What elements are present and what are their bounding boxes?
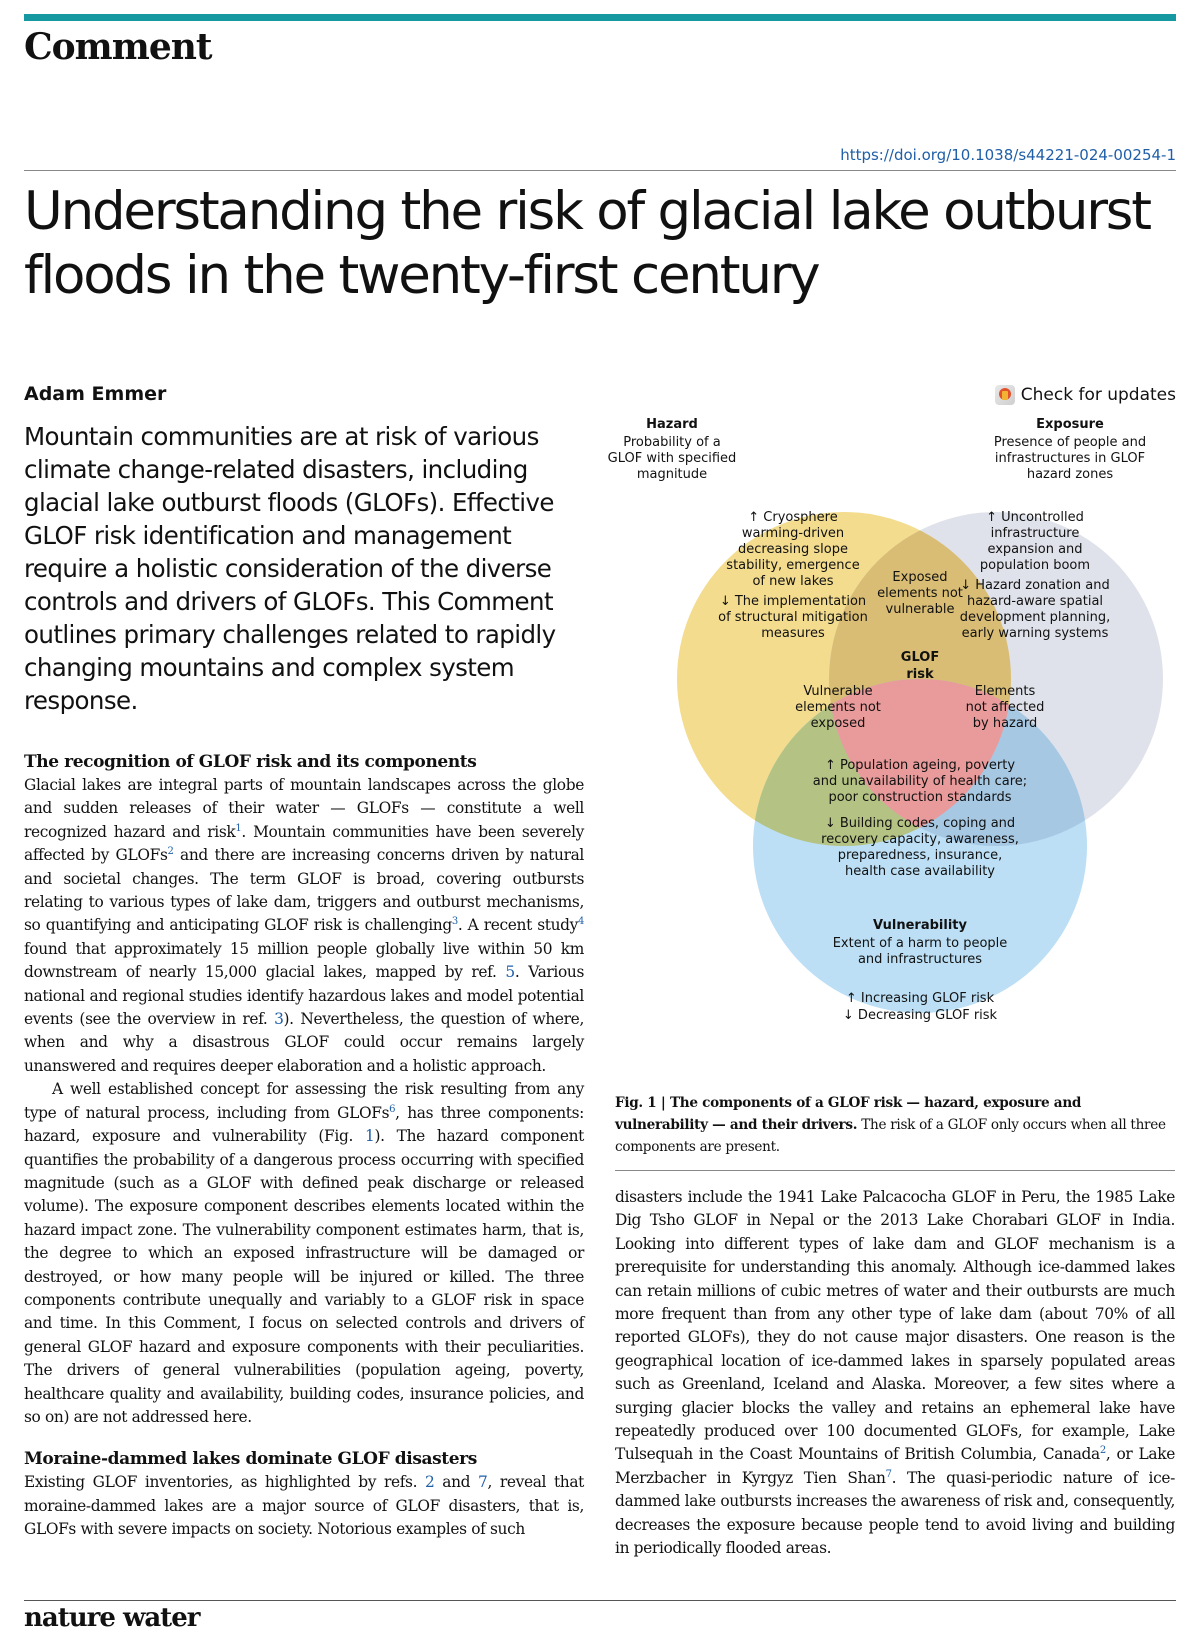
doi-divider xyxy=(24,170,1176,171)
ref-link[interactable]: 3 xyxy=(451,916,458,928)
figure-link[interactable]: 1 xyxy=(365,1127,375,1146)
caption-text: The risk of a GLOF only occurs when all three components are present. xyxy=(615,1117,1166,1155)
ev-overlap-2: not affected xyxy=(965,700,1045,715)
exposure-driver-7: development planning, xyxy=(959,610,1111,625)
section-heading-recognition: The recognition of GLOF risk and its components xyxy=(24,752,477,772)
ev-overlap-1: Elements xyxy=(974,684,1036,699)
ref-link[interactable]: 1 xyxy=(235,822,242,834)
section-label: Comment xyxy=(24,26,212,68)
check-for-updates-button[interactable] xyxy=(995,385,1176,405)
exposure-driver-6: hazard-aware spatial xyxy=(966,594,1104,609)
hazard-driver-8: measures xyxy=(761,626,825,641)
exposure-desc-3: hazard zones xyxy=(1026,467,1114,482)
vulnerability-desc-2: and infrastructures xyxy=(857,952,983,967)
he-overlap-2: elements not xyxy=(877,586,963,601)
paragraph-1: Glacial lakes are integral parts of mountain landscapes across the globe and sudden releases of their water — GLOFs — constitute a well recognized hazard and risk$^1$. Mountain communities have been severely affected by GLOFs$^2$ and there are increasing concerns driven by natural and societal changes. The term GLOF is broad, covering outbursts relating to various types of lake dam, triggers and outburst mechanisms, so quantifying and anticipating GLOF risk is challenging$^3$. A recent study$^4$ found that approximately 15 million people globally live within 50 km downstream of nearly 15,000 glacial lakes, mapped by ref. 5. Various national and regional studies identify hazardous lakes and model potential events (see the overview in ref. 3). Nevertheless, the question of where, when and why a disastrous GLOF could occur remains largely unanswered and requires deeper elaboration and a holistic approach. xyxy=(24,776,585,1075)
doi-link[interactable]: https://doi.org/10.1038/s44221-024-00254-1 xyxy=(840,146,1176,164)
top-accent-bar xyxy=(24,14,1176,21)
ref-link[interactable]: 3 xyxy=(274,1010,284,1029)
caption-label: Fig. 1 | The components of a GLOF risk — hazard, exposure and vulnerability — and their drivers. xyxy=(615,1095,1082,1133)
paragraph-4: disasters include the 1941 Lake Palcacocha GLOF in Peru, the 1985 Lake Dig Tsho GLOF in Nepal or the 2013 Lake Chorabari GLOF in India. Looking into different types of lake dam and GLOF mechanism is a prerequisite for understanding this anomaly. Although ice-dammed lakes can retain millions of cubic metres of water and their outbursts are much more frequent than from any other type of lake dam (about 70% of all reported GLOFs), they do not cause major disasters. One reason is the geographical location of ice-dammed lakes in sparsely populated areas such as Greenland, Iceland and Alaska. Moreover, a few sites where a surging glacier blocks the valley and retains an ephemeral lake have repeatedly produced over 100 documented GLOFs, for example, Lake Tulsequah in the Coast Mountains of British Columbia, Canada$^2$, or Lake Merzbacher in Kyrgyz Tien Shan$^7$. The quasi-periodic nature of ice-dammed lake outbursts increases the awareness of risk and, consequently, decreases the exposure because people tend to avoid living and building in periodically flooded areas. xyxy=(615,1188,1176,1558)
standfirst: Mountain communities are at risk of various climate change-related disasters, including glacial lake outburst floods (GLOFs). Effective GLOF risk identification and management require a holistic consideration of the diverse controls and drivers of GLOFs. This Comment outlines primary challenges related to rapidly changing mountains and complex system response. xyxy=(24,422,556,715)
legend-decrease: ↓ Decreasing GLOF risk xyxy=(842,1008,998,1023)
exposure-desc-1: Presence of people and xyxy=(993,435,1147,450)
article-title: Understanding the risk of glacial lake outburst floods in the twenty-first century xyxy=(24,181,1150,306)
hazard-driver-6: ↓ The implementation xyxy=(719,594,867,609)
hv-overlap-3: exposed xyxy=(810,716,866,731)
exposure-driver-1: ↑ Uncontrolled xyxy=(986,510,1084,525)
he-overlap-3: vulnerable xyxy=(885,602,955,617)
hazard-desc-3: magnitude xyxy=(636,467,708,482)
ref-link[interactable]: 2 xyxy=(1099,1445,1106,1457)
ref-link[interactable]: 7 xyxy=(885,1468,892,1480)
ref-link[interactable]: 2 xyxy=(167,846,174,858)
paragraph-2: A well established concept for assessing the risk resulting from any type of natural process, including from GLOFs$^6$, has three components: hazard, exposure and vulnerability (Fig. 1). The hazard component quantifies the probability of a dangerous process occurring with specified magnitude (such as a GLOF with defined peak discharge or released volume). The exposure component describes elements located within the hazard impact zone. The vulnerability component estimates harm, that is, the degree to which an exposed infrastructure will be damaged or destroyed, or how many people will be injured or killed. The three components contribute unequally and variably to a GLOF risk in space and time. In this Comment, I focus on selected controls and drivers of general GLOF hazard and exposure components with their peculiarities. The drivers of general vulnerabilities (population ageing, poverty, healthcare quality and availability, building codes, insurance policies, and so on) are not addressed here. xyxy=(24,1080,585,1426)
legend-increase: ↑ Increasing GLOF risk xyxy=(845,991,995,1006)
hazard-desc-1: Probability of a xyxy=(623,435,721,450)
paragraph-3: Existing GLOF inventories, as highlighted by refs. 2 and 7, reveal that moraine-dammed lakes are a major source of GLOF disasters, that is, GLOFs with severe impacts on society. Notorious examples of such xyxy=(24,1473,585,1539)
figure-1 xyxy=(600,418,1176,1078)
exposure-desc-2: infrastructures in GLOF xyxy=(994,451,1146,466)
ref-link[interactable]: 6 xyxy=(389,1103,396,1115)
journal-logo: nature water xyxy=(24,1603,200,1633)
exposure-driver-8: early warning systems xyxy=(961,626,1109,641)
he-overlap-1: Exposed xyxy=(892,570,948,585)
ev-overlap-3: by hazard xyxy=(972,716,1038,731)
ref-link[interactable]: 5 xyxy=(505,963,515,982)
body-column-2 xyxy=(615,1186,1175,1561)
crossmark-icon xyxy=(995,385,1015,405)
vulnerability-driver-2: and unavailability of health care; xyxy=(812,774,1028,789)
vulnerability-driver-4: ↓ Building codes, coping and xyxy=(824,816,1016,831)
check-for-updates-label: Check for updates xyxy=(1020,385,1176,405)
section-heading-moraine: Moraine-dammed lakes dominate GLOF disasters xyxy=(24,1449,477,1470)
vulnerability-driver-6: preparedness, insurance, xyxy=(837,848,1003,863)
exposure-driver-5: ↓ Hazard zonation and xyxy=(960,578,1110,593)
hv-overlap-2: elements not xyxy=(795,700,881,715)
exposure-title: Exposure xyxy=(1036,418,1104,432)
caption-divider xyxy=(615,1170,1175,1171)
center-label-1: GLOF xyxy=(900,650,940,665)
ref-link[interactable]: 4 xyxy=(578,916,585,928)
vulnerability-desc-1: Extent of a harm to people xyxy=(832,936,1008,951)
hazard-driver-4: stability, emergence xyxy=(726,558,860,573)
hazard-driver-1: ↑ Cryosphere xyxy=(748,510,838,525)
body-column-1 xyxy=(24,750,584,1542)
vulnerability-driver-5: recovery capacity, awareness, xyxy=(821,832,1019,847)
ref-link[interactable]: 2 xyxy=(424,1473,435,1492)
hazard-driver-3: decreasing slope xyxy=(737,542,849,557)
center-label-2: risk xyxy=(906,667,934,682)
vulnerability-driver-7: health case availability xyxy=(845,864,995,879)
vulnerability-driver-1: ↑ Population ageing, poverty xyxy=(824,758,1016,773)
vulnerability-driver-3: poor construction standards xyxy=(828,790,1012,805)
venn-diagram xyxy=(600,418,1176,1078)
ref-link[interactable]: 7 xyxy=(478,1473,488,1492)
hazard-driver-7: of structural mitigation xyxy=(718,610,868,625)
exposure-driver-3: expansion and xyxy=(987,542,1083,557)
hazard-driver-2: warming-driven xyxy=(741,526,845,541)
exposure-driver-4: population boom xyxy=(979,558,1091,573)
hazard-title: Hazard xyxy=(646,418,698,432)
author-name[interactable]: Adam Emmer xyxy=(24,383,167,405)
hazard-driver-5: of new lakes xyxy=(752,574,834,589)
hv-overlap-1: Vulnerable xyxy=(803,684,873,699)
hazard-desc-2: GLOF with specified xyxy=(607,451,737,466)
figure-caption xyxy=(615,1092,1175,1158)
footer-divider xyxy=(24,1600,1176,1601)
exposure-driver-2: infrastructure xyxy=(990,526,1080,541)
vulnerability-title: Vulnerability xyxy=(873,918,967,933)
